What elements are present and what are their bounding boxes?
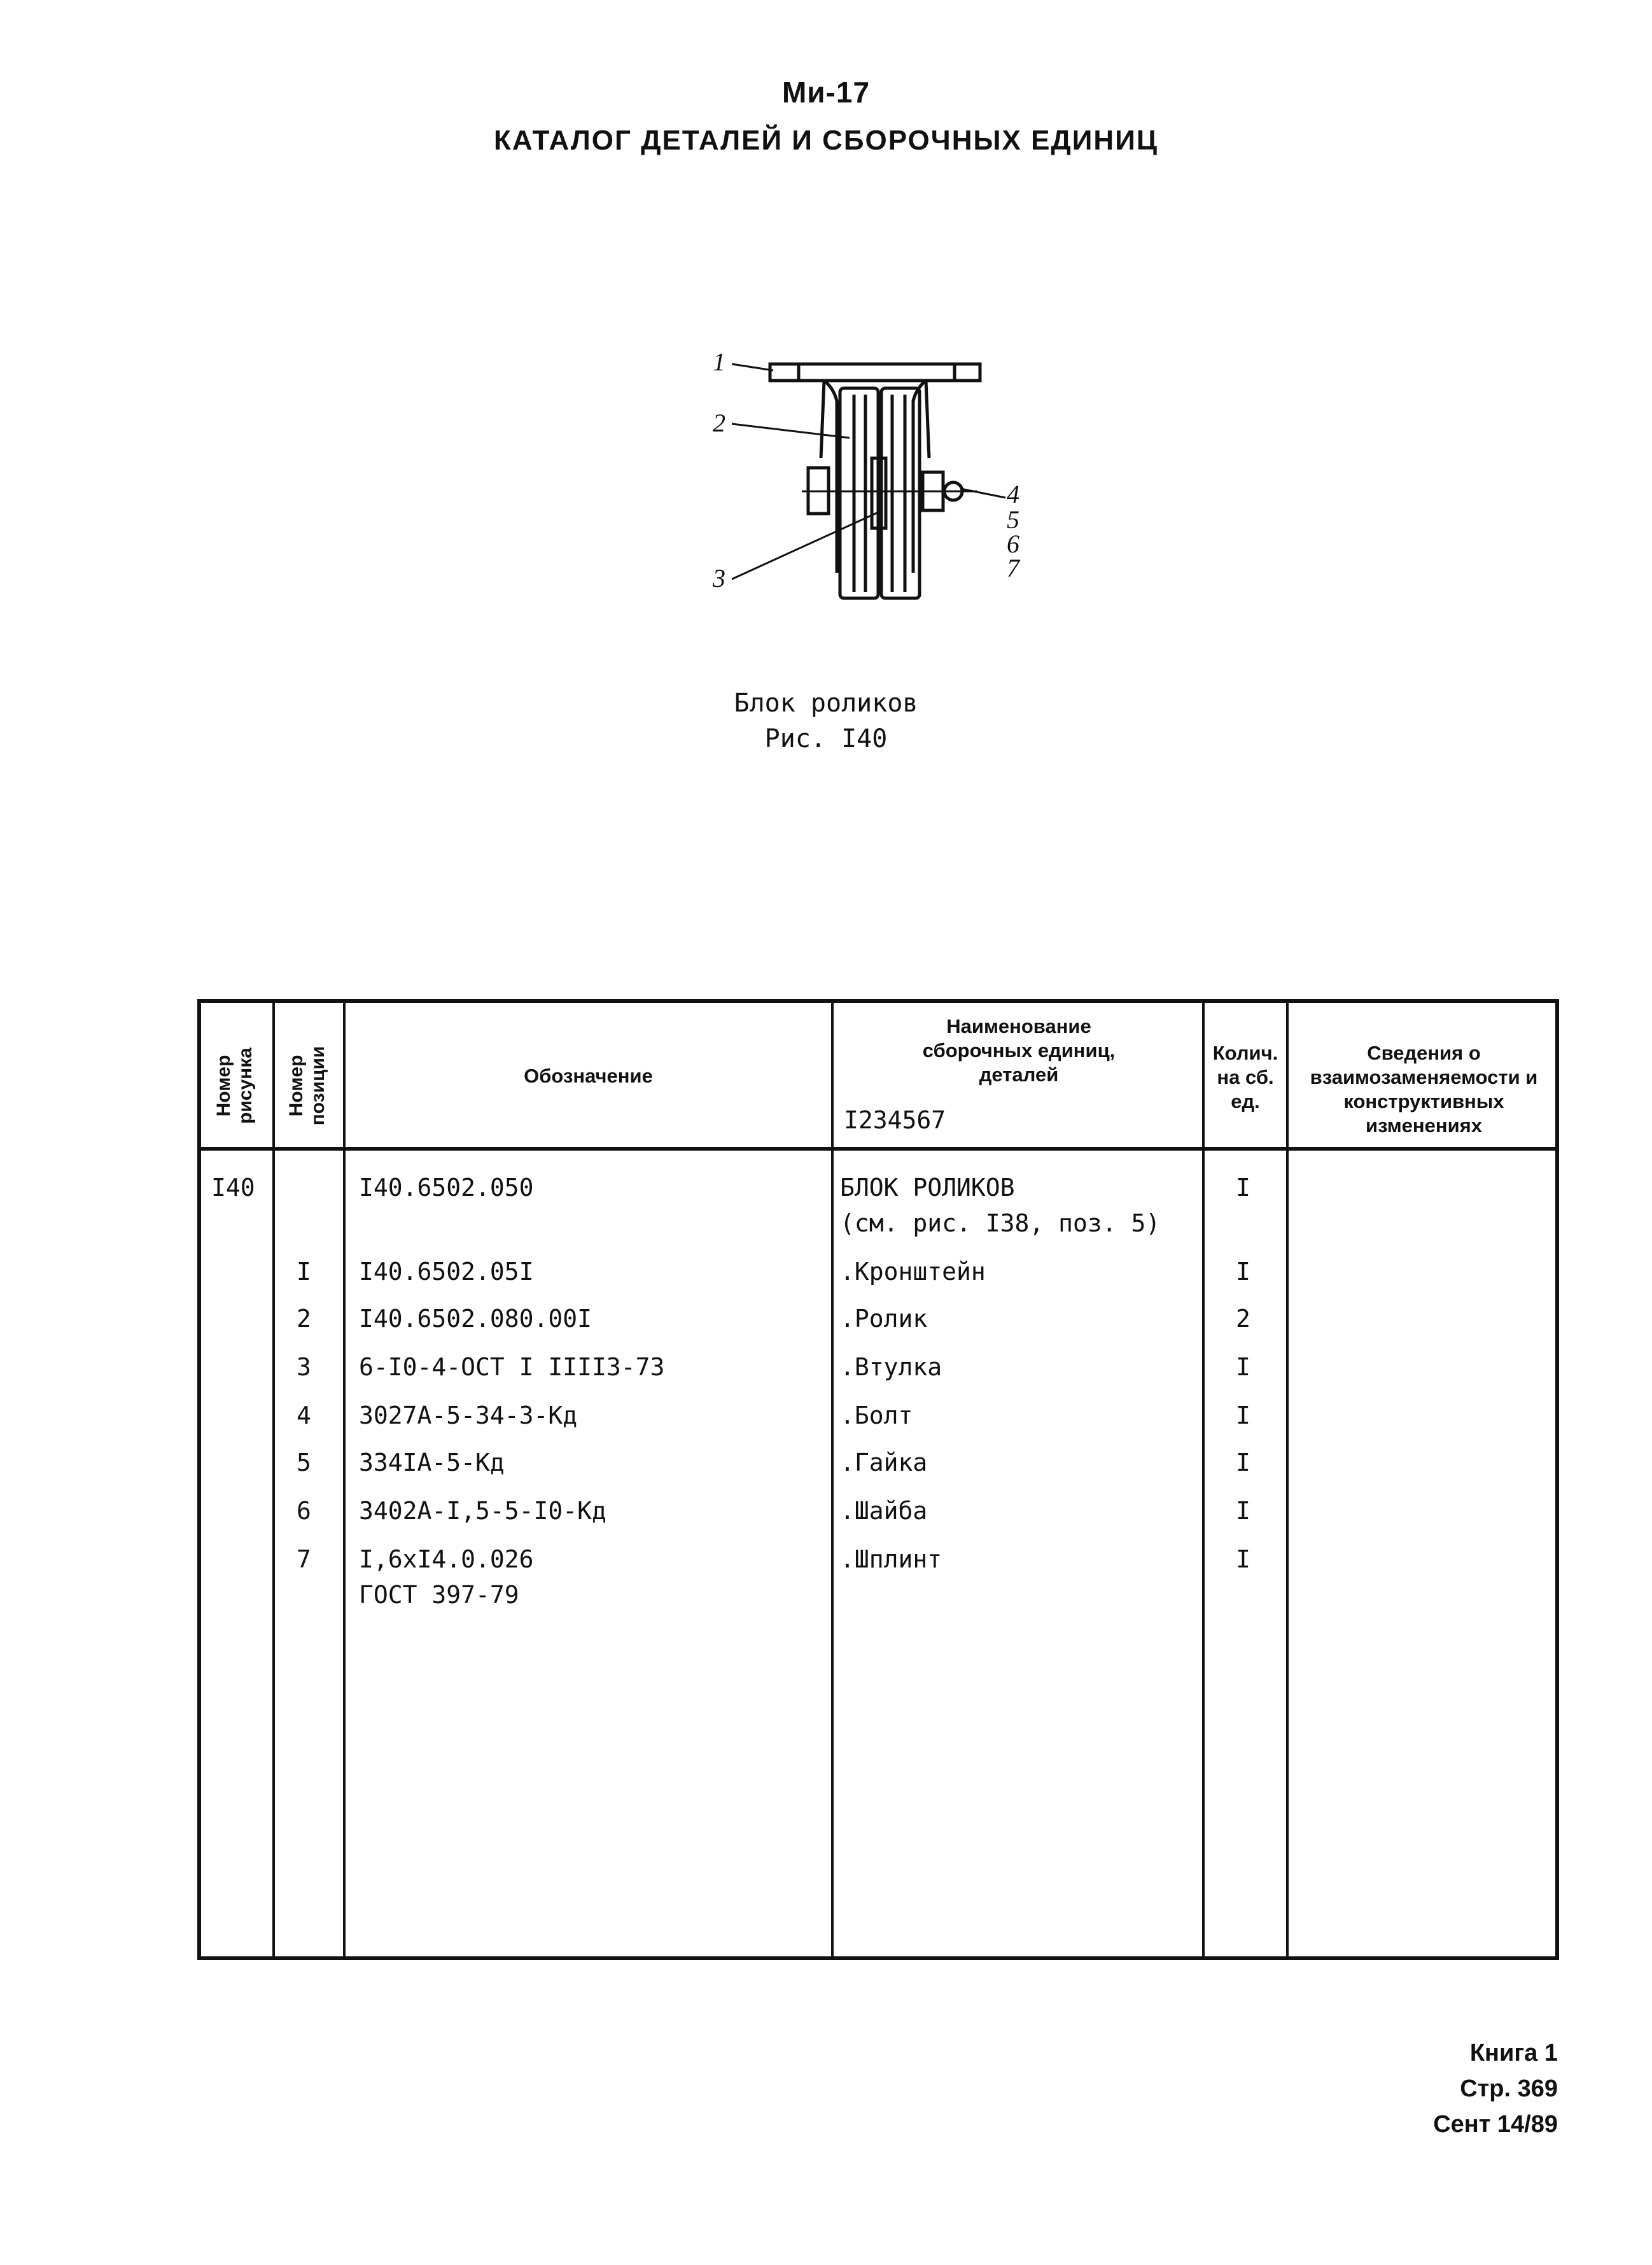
table-cell-qty: 2 bbox=[1236, 1305, 1250, 1333]
table-cell-pos: 5 bbox=[297, 1448, 311, 1476]
table-cell-qty: I bbox=[1236, 1258, 1250, 1286]
header-name: Наименование сборочных единиц, деталей bbox=[922, 1015, 1116, 1086]
header-designation: Обозначение bbox=[524, 1065, 653, 1087]
table-cell-designation: 334IА-5-Кд bbox=[359, 1448, 505, 1476]
table-cell-designation: 3027А-5-34-3-Кд bbox=[359, 1401, 578, 1429]
table-cell-designation: I40.6502.080.00I bbox=[359, 1305, 592, 1333]
table-cell-designation-line2: ГОСТ 397-79 bbox=[359, 1581, 519, 1609]
table-cell-name-line2: (см. рис. I38, поз. 5) bbox=[840, 1209, 1161, 1237]
table-cell-fig: I40 bbox=[211, 1174, 255, 1202]
header-qty: Колич. на сб. ед. bbox=[1212, 1042, 1278, 1112]
header-fig-no: Номер рисунка bbox=[213, 1048, 256, 1124]
roller-block-drawing bbox=[687, 331, 1069, 624]
table-cell-pos: 4 bbox=[297, 1401, 311, 1429]
table-cell-pos: 7 bbox=[297, 1545, 311, 1573]
table-cell-designation: 6-I0-4-ОСТ I IIII3-73 bbox=[359, 1353, 665, 1381]
callout-2: 2 bbox=[713, 409, 725, 437]
table-cell-pos: 6 bbox=[297, 1497, 311, 1525]
table-cell-qty: I bbox=[1236, 1353, 1250, 1381]
header-notes: Сведения о взаимозаменяемости и конструктивных изменениях bbox=[1310, 1042, 1538, 1137]
table-cell-name: .Втулка bbox=[840, 1353, 942, 1381]
catalog-title: КАТАЛОГ ДЕТАЛЕЙ И СБОРОЧНЫХ ЕДИНИЦ bbox=[494, 125, 1158, 156]
callout-5: 5 bbox=[1007, 505, 1019, 534]
table-cell-name: .Шайба bbox=[840, 1497, 928, 1525]
callout-1: 1 bbox=[713, 347, 725, 376]
table-cell-qty: I bbox=[1236, 1401, 1250, 1429]
bracket-plate bbox=[770, 364, 980, 381]
callout-7: 7 bbox=[1007, 554, 1019, 582]
table-cell-qty: I bbox=[1236, 1545, 1250, 1573]
table-cell-designation: I40.6502.050 bbox=[359, 1174, 534, 1202]
table-cell-qty: I bbox=[1236, 1497, 1250, 1525]
table-cell-designation: I,6xI4.0.026 bbox=[359, 1545, 534, 1573]
table-cell-designation: I40.6502.05I bbox=[359, 1258, 534, 1286]
table-cell-designation: 3402А-I,5-5-I0-Кд bbox=[359, 1497, 606, 1525]
table-cell-pos: I bbox=[297, 1258, 311, 1286]
figure-caption-name: Блок роликов bbox=[734, 689, 918, 718]
table-cell-name: .Болт bbox=[840, 1401, 913, 1429]
table-cell-name: .Гайка bbox=[840, 1448, 928, 1476]
callout-4: 4 bbox=[1007, 480, 1019, 508]
header-name-digits: I234567 bbox=[844, 1106, 946, 1134]
callout-3: 3 bbox=[713, 564, 725, 593]
table-cell-pos: 3 bbox=[297, 1353, 311, 1381]
figure-caption-number: Рис. I40 bbox=[764, 724, 888, 754]
footer-book: Книга 1 bbox=[1469, 2040, 1558, 2066]
table-cell-pos: 2 bbox=[297, 1305, 311, 1333]
table-cell-name: .Ролик bbox=[840, 1305, 928, 1333]
footer-page: Стр. 369 bbox=[1460, 2075, 1558, 2102]
table-cell-name: .Шплинт bbox=[840, 1545, 942, 1573]
footer-date: Сент 14/89 bbox=[1433, 2111, 1558, 2138]
parts-table bbox=[197, 999, 1559, 1960]
header-pos-no: Номер позиции bbox=[286, 1046, 328, 1126]
callout-6: 6 bbox=[1007, 529, 1019, 558]
table-cell-qty: I bbox=[1236, 1448, 1250, 1476]
catalog-model: Ми-17 bbox=[781, 76, 871, 109]
table-cell-qty: I bbox=[1236, 1174, 1250, 1202]
table-cell-name: .Кронштейн bbox=[840, 1258, 986, 1286]
table-cell-name: БЛОК РОЛИКОВ bbox=[840, 1174, 1015, 1202]
